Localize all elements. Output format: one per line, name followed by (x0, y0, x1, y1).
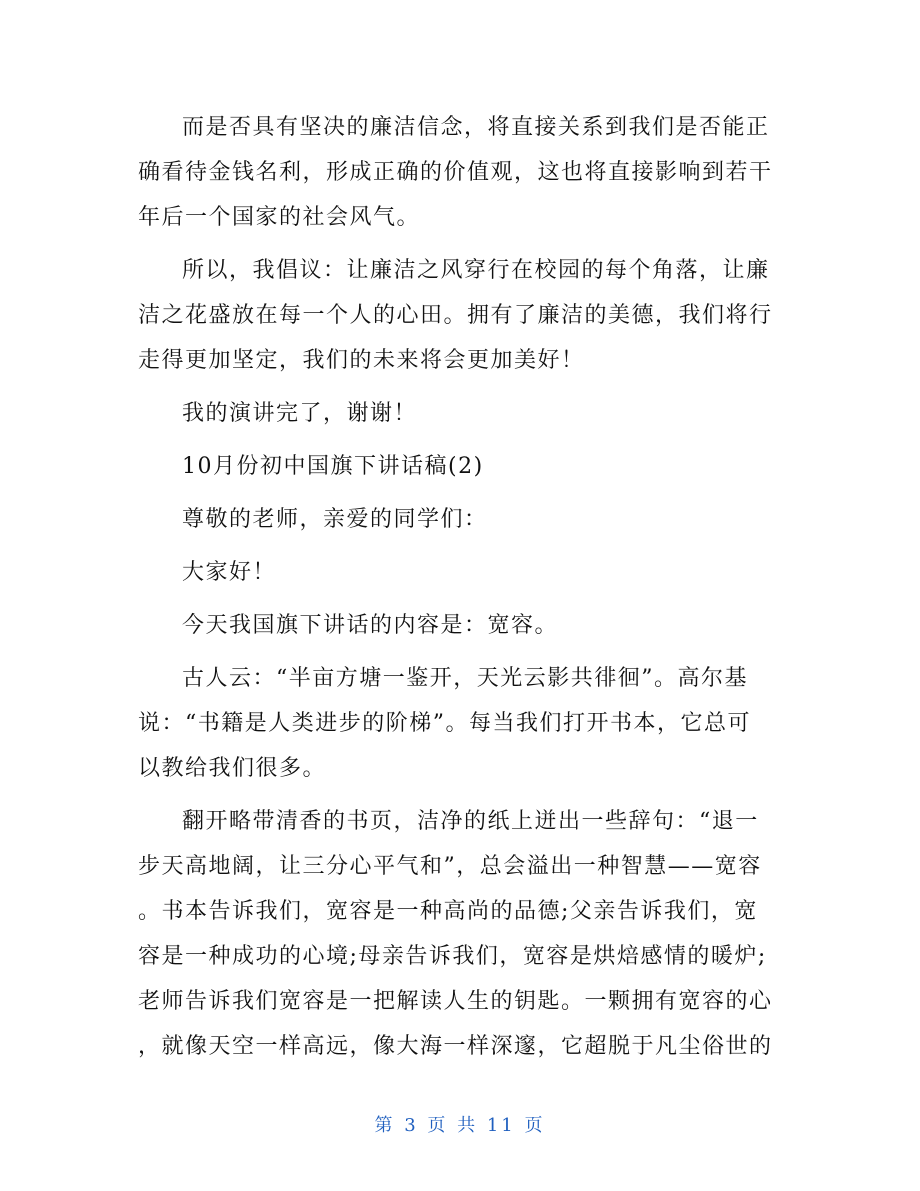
text-line: 洁之花盛放在每一个人的心田。拥有了廉洁的美德，我们将行 (138, 303, 773, 328)
text-line: ，就像天空一样高远，像大海一样深邃，它超脱于凡尘俗世的 (138, 1034, 773, 1059)
text-line: 今天我国旗下讲话的内容是：宽容。 (182, 613, 559, 638)
text-line: 说：“书籍是人类进步的阶梯”。每当我们打开书本，它总可 (138, 711, 751, 736)
text-line: 年后一个国家的社会风气。 (138, 205, 421, 230)
text-line: 以教给我们很多。 (138, 756, 327, 781)
text-line: 老师告诉我们宽容是一把解读人生的钥匙。一颗拥有宽容的心 (138, 989, 773, 1014)
text-line: 我的演讲完了，谢谢！ (182, 401, 418, 426)
page-number: 第 3 页 共 11 页 (374, 1115, 546, 1136)
text-line: 确看待金钱名利，形成正确的价值观，这也将直接影响到若干 (138, 160, 773, 185)
text-line: 容是一种成功的心境;母亲告诉我们，宽容是烘焙感情的暖炉; (138, 944, 767, 969)
text-line: 所以，我倡议：让廉洁之风穿行在校园的每个角落，让廉 (182, 258, 770, 283)
text-line: 而是否具有坚决的廉洁信念，将直接关系到我们是否能正 (182, 115, 770, 140)
text-line: 翻开略带清香的书页，洁净的纸上迸出一些辞句：“退一 (182, 809, 759, 834)
text-line: 走得更加坚定，我们的未来将会更加美好！ (138, 348, 585, 373)
greeting: 大家好！ (182, 560, 277, 585)
section-title: 10月份初中国旗下讲话稿(2) (182, 454, 484, 479)
salutation: 尊敬的老师，亲爱的同学们： (182, 507, 488, 532)
document-body (138, 105, 788, 1069)
text-line: 古人云：“半亩方塘一鉴开，天光云影共徘徊”。高尔基 (182, 666, 748, 691)
text-line: 步天高地阔，让三分心平气和”，总会溢出一种智慧——宽容 (138, 854, 762, 879)
text-line: 。书本告诉我们，宽容是一种高尚的品德;父亲告诉我们，宽 (138, 899, 758, 924)
